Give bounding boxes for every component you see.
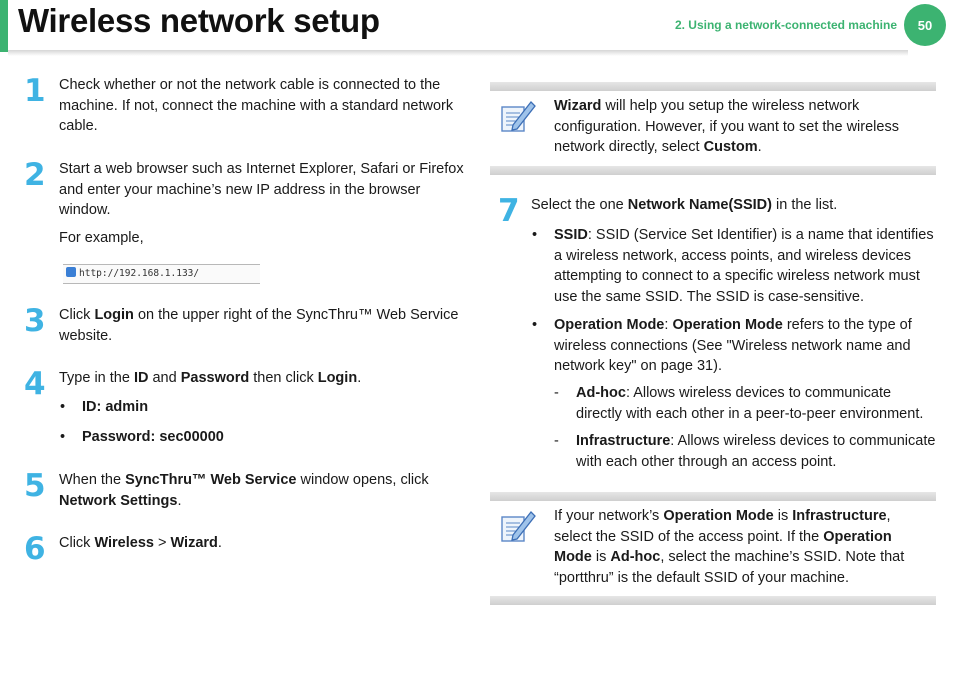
header-divider [8, 50, 908, 56]
note-top-rule [490, 492, 936, 501]
adhoc-item: Ad-hoc: Allows wireless devices to communicate directly with each other in a peer-to-peer environment. [576, 385, 924, 422]
step4-text: Type in the ID and Password then click Login. [59, 370, 362, 386]
step-number: 5 [24, 468, 46, 504]
step6-text: Click Wireless > Wizard. [59, 535, 222, 551]
title-accent-bar [0, 0, 8, 52]
browser-address-bar [63, 264, 260, 284]
step-number: 7 [498, 193, 520, 229]
step-number: 2 [24, 157, 46, 193]
step-number: 4 [24, 366, 46, 402]
note-bottom-rule [490, 596, 936, 605]
list-item: • Password: sec00000 [60, 429, 224, 445]
note-bottom-rule [490, 166, 936, 175]
step-number: 1 [24, 73, 46, 109]
dash-marker: - [554, 433, 559, 449]
browser-page-icon [66, 267, 76, 277]
page-title: Wireless network setup [18, 2, 380, 39]
page-number-badge: 50 [904, 4, 946, 46]
list-item: • SSID: SSID (Service Set Identifier) is a name that identifies a wireless network, access points, and wireless devices attempting to connect to a specific wireless network must use the same SSID. The SSID is case-sensitive. [532, 227, 934, 305]
url-text: http://192.168.1.133/ [79, 268, 200, 279]
note2-text: If your network’s Operation Mode is Infrastructure, select the SSID of the access point. If the Operation Mode is Ad-hoc, select the machine’s SSID. Note that “portthru” is the default SSID of your machine. [554, 508, 905, 586]
pencil-note-icon [499, 508, 537, 551]
step2-text: Start a web browser such as Internet Explorer, Safari or Firefox and enter your machine’s new IP address in the browser window. [59, 161, 464, 218]
step1-text: Check whether or not the network cable is connected to the machine. If not, connect the machine with a standard network cable. [59, 77, 454, 134]
list-item: • Operation Mode: Operation Mode refers to the type of wireless connections (See "Wireless network name and network key" on page 31). [532, 317, 912, 374]
dash-marker: - [554, 385, 559, 401]
example-label: For example, [59, 230, 144, 246]
pencil-note-icon [499, 98, 537, 141]
chapter-link[interactable]: 2. Using a network-connected machine [674, 18, 897, 32]
note-top-rule [490, 82, 936, 91]
step-number: 6 [24, 531, 46, 567]
step-number: 3 [24, 303, 46, 339]
infrastructure-item: Infrastructure: Allows wireless devices to communicate with each other through an access point. [576, 433, 936, 470]
step5-text: When the SyncThru™ Web Service window opens, click Network Settings. [59, 472, 429, 509]
step7-text: Select the one Network Name(SSID) in the list. [531, 197, 838, 213]
list-item: • ID: admin [60, 399, 149, 415]
note1-text: Wizard will help you setup the wireless network configuration. However, if you want to set the wireless network directly, select Custom. [554, 98, 899, 155]
step3-text: Click Login on the upper right of the SyncThru™ Web Service website. [59, 307, 459, 344]
